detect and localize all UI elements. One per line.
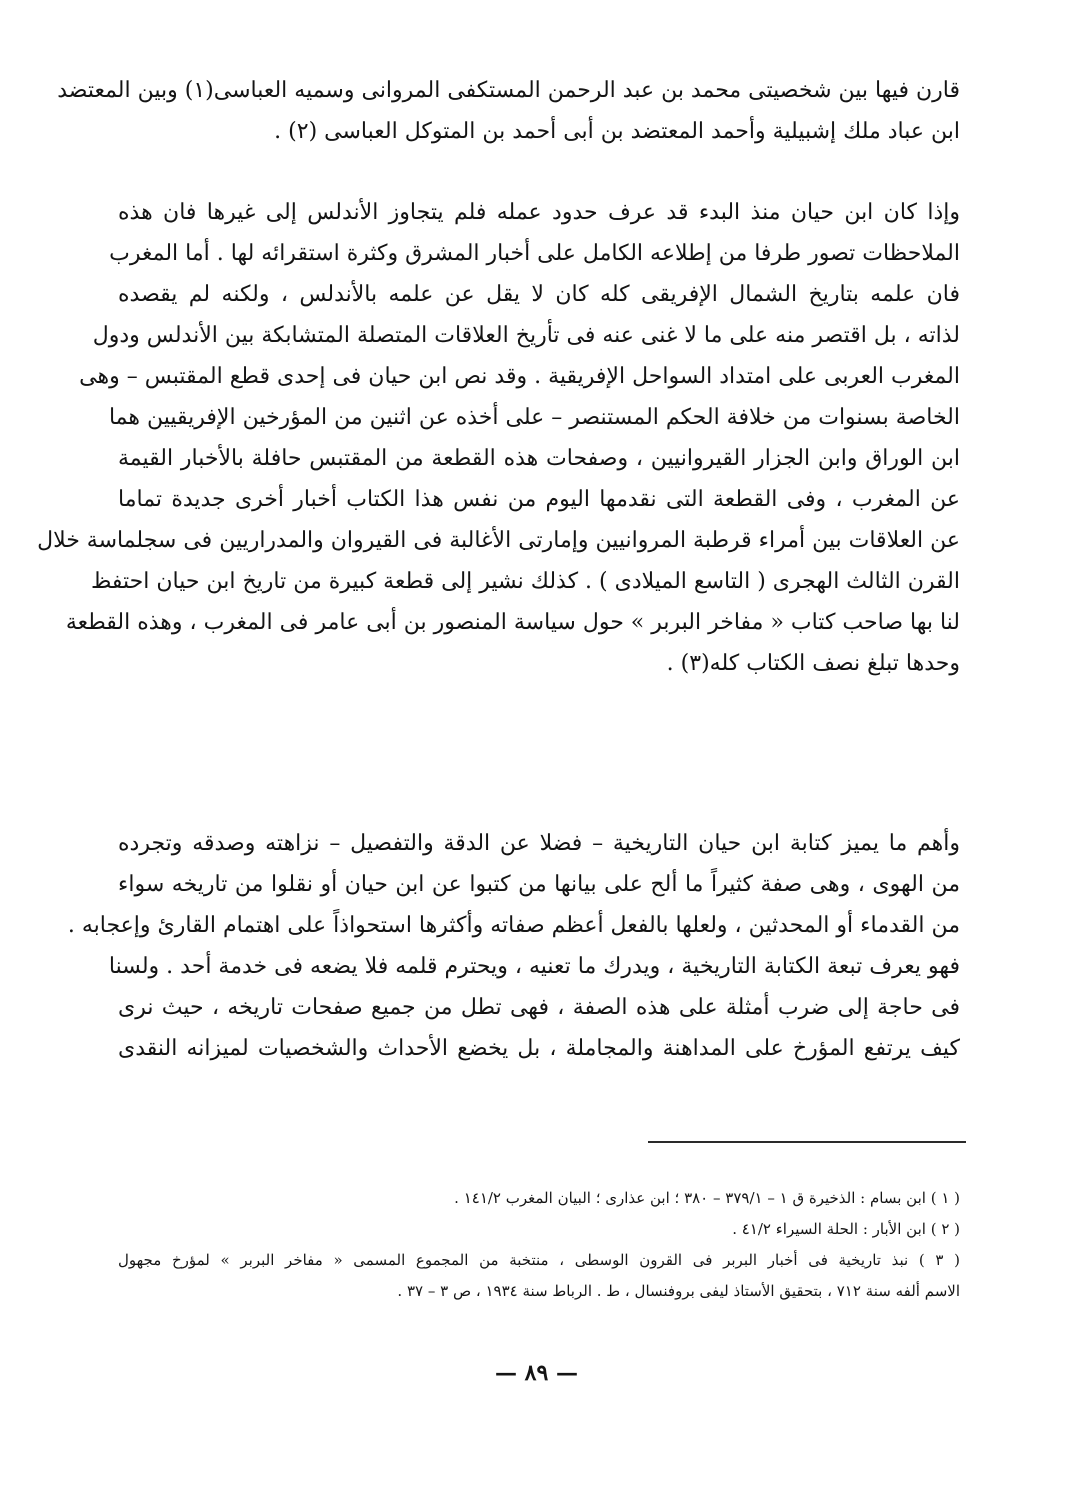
text-line: المغرب العربى على امتداد السواحل الإفريقية . وقد نص ابن حيان فى إحدى قطع المقتبس – وهى bbox=[79, 364, 960, 389]
text-line: كيف يرتفع المؤرخ على المداهنة والمجاملة ، بل يخضع الأحداث والشخصيات لميزانه النقدى bbox=[118, 1036, 960, 1061]
footnote-1: ( ١ ) ابن بسام : الذخيرة ق ١ – ٣٧٩/١ – ٣٨٠ ؛ ابن عذارى ؛ البيان المغرب ١٤١/٢ . bbox=[454, 1189, 960, 1207]
text-line: فان علمه بتاريخ الشمال الإفريقى كله كان لا يقل عن علمه بالأندلس ، ولكنه لم يقصده bbox=[118, 282, 960, 307]
text-line: عن العلاقات بين أمراء قرطبة المروانيين وإمارتى الأغالبة فى القيروان والمدراريين فى سجلماسة خلال bbox=[37, 528, 960, 553]
text-line: فهو يعرف تبعة الكتابة التاريخية ، ويدرك ما تعنيه ، ويحترم قلمه فلا يضعه فى خدمة أحد . ولسنا bbox=[108, 954, 960, 979]
footnote-2: ( ٢ ) ابن الأبار : الحلة السيراء ٤١/٢ . bbox=[732, 1220, 960, 1238]
text-line: لذاته ، بل اقتصر منه على ما لا غنى عنه فى تأريخ العلاقات المتصلة المتشابكة بين الأندلس ودول bbox=[92, 323, 960, 348]
text-line: وإذا كان ابن حيان منذ البدء قد عرف حدود عمله فلم يتجاوز الأندلس إلى غيرها فان هذه bbox=[118, 200, 960, 225]
page-number: — ٨٩ — bbox=[495, 1360, 578, 1386]
text-line: القرن الثالث الهجرى ( التاسع الميلادى ) . كذلك نشير إلى قطعة كبيرة من تاريخ ابن حيان احتفظ bbox=[91, 569, 960, 594]
text-line: الملاحظات تصور طرفا من إطلاعه الكامل على أخبار المشرق وكثرة استقرائه لها . أما المغرب bbox=[109, 241, 960, 266]
text-line: لنا بها صاحب كتاب « مفاخر البربر » حول سياسة المنصور بن أبى عامر فى المغرب ، وهذه القطعة bbox=[65, 610, 960, 635]
text-line: وحدها تبلغ نصف الكتاب كله(٣) . bbox=[666, 651, 960, 676]
text-line: الخاصة بسنوات من خلافة الحكم المستنصر – على أخذه عن اثنين من المؤرخين الإفريقيين هما bbox=[108, 405, 960, 430]
paragraph-1 bbox=[57, 70, 960, 152]
text-line: وأهم ما يميز كتابة ابن حيان التاريخية – فضلا عن الدقة والتفصيل – نزاهته وصدقه وتجرده bbox=[118, 831, 960, 856]
text-line: فى حاجة إلى ضرب أمثلة على هذه الصفة ، فهى تطل من جميع صفحات تاريخه ، حيث نرى bbox=[118, 995, 960, 1020]
footnotes bbox=[118, 1183, 960, 1307]
text-line: من القدماء أو المحدثين ، ولعلها بالفعل أعظم صفاته وأكثرها استحواذاً على اهتمام القارئ وإعجابه . bbox=[67, 913, 960, 938]
text-line: من الهوى ، وهى صفة كثيراً ما ألح على بيانها من كتبوا عن ابن حيان أو نقلوا من تاريخه سواء bbox=[118, 872, 960, 897]
text-line: قارن فيها بين شخصيتى محمد بن عبد الرحمن المستكفى المروانى وسميه العباسى(١) وبين المعتضد bbox=[57, 78, 960, 103]
paragraph-2 bbox=[37, 192, 961, 684]
text-line: ابن عباد ملك إشبيلية وأحمد المعتضد بن أبى أحمد بن المتوكل العباسى (٢) . bbox=[274, 119, 960, 144]
footnote-3-continued: الاسم ألفه سنة ٧١٢ ، بتحقيق الأستاذ ليفى بروفنسال ، ط . الرباط سنة ١٩٣٤ ، ص ٣ – ٣٧ . bbox=[397, 1282, 960, 1300]
paragraph-3 bbox=[67, 823, 960, 1069]
text-line: ابن الوراق وابن الجزار القيروانيين ، وصفحات هذه القطعة من المقتبس حافلة بالأخبار القيمة bbox=[118, 446, 960, 471]
footnote-separator bbox=[648, 1141, 966, 1143]
text-line: عن المغرب ، وفى القطعة التى نقدمها اليوم من نفس هذا الكتاب أخبار أخرى جديدة تماما bbox=[118, 487, 961, 512]
footnote-3: ( ٣ ) نبذ تاريخية فى أخبار البربر فى القرون الوسطى ، منتخبة من المجموع المسمى « مفاخر البربر » لمؤرخ مجهول bbox=[118, 1251, 961, 1269]
